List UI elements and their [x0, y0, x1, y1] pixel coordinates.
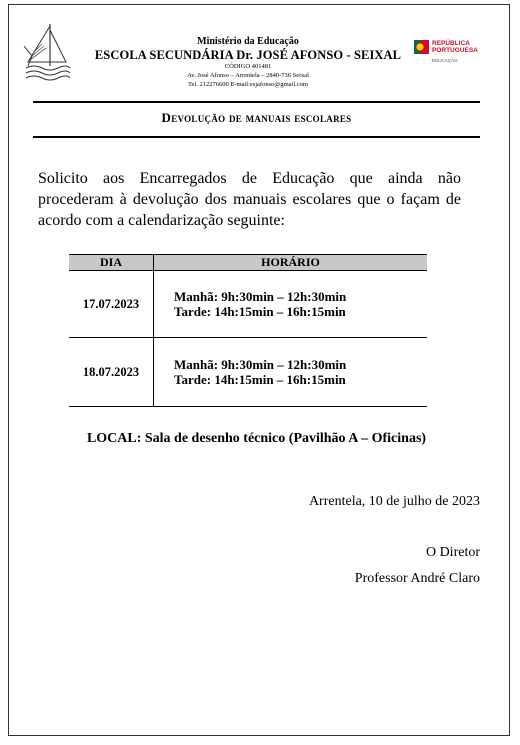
row-afternoon: Tarde: 14h:15min – 16h:15min: [174, 304, 346, 319]
row-date: 17.07.2023: [69, 271, 154, 338]
school-name: ESCOLA SECUNDÁRIA Dr. JOSÉ AFONSO - SEIXAL: [94, 48, 402, 62]
header-hours: HORÁRIO: [154, 255, 428, 271]
row-hours: [154, 338, 428, 407]
row-hours: [154, 271, 428, 338]
school-code: CÓDIGO 401481: [224, 63, 272, 70]
row-date: 18.07.2023: [69, 338, 154, 407]
row-morning: Manhã: 9h:30min – 12h:30min: [174, 357, 347, 372]
republic-subtitle: EDUCAÇÃO: [432, 58, 458, 63]
title-rule-top: [33, 101, 480, 103]
place-date: Arrentela, 10 de julho de 2023: [308, 494, 480, 509]
title-rule-bottom: [33, 136, 480, 138]
sailboat-logo-icon: [20, 22, 72, 82]
school-header: [78, 36, 418, 89]
location-line: LOCAL: Sala de desenho técnico (Pavilhão A – Oficinas): [86, 431, 427, 446]
table-row: [69, 271, 427, 338]
schedule-table: [69, 254, 427, 407]
signer-name: Professor André Claro: [354, 571, 480, 586]
intro-paragraph: Solicito aos Encarregados de Educação que ainda não procederam à devolução dos manuais escolares que o façam de acordo com a calendarização seguinte:: [38, 170, 461, 229]
document-title: Devolução de manuais escolares: [161, 110, 352, 125]
school-address: Av. José Afonso – Arrentela – 2840-736 Seixal: [187, 72, 309, 79]
header-day: DIA: [69, 255, 154, 271]
school-contacts: Tel. 212276600 E-mail:esjafonso@gmail.com: [188, 81, 308, 88]
table-row: [69, 338, 427, 407]
signer-role: O Diretor: [425, 545, 480, 560]
republic-line-2: PORTUGUESA: [432, 47, 478, 54]
republic-text: [432, 40, 478, 54]
row-morning: Manhã: 9h:30min – 12h:30min: [174, 289, 347, 304]
ministry-name: Ministério da Educação: [197, 36, 299, 47]
row-afternoon: Tarde: 14h:15min – 16h:15min: [174, 372, 346, 387]
schedule-header-row: [69, 255, 427, 271]
republic-line-1: REPÚBLICA: [432, 40, 470, 47]
